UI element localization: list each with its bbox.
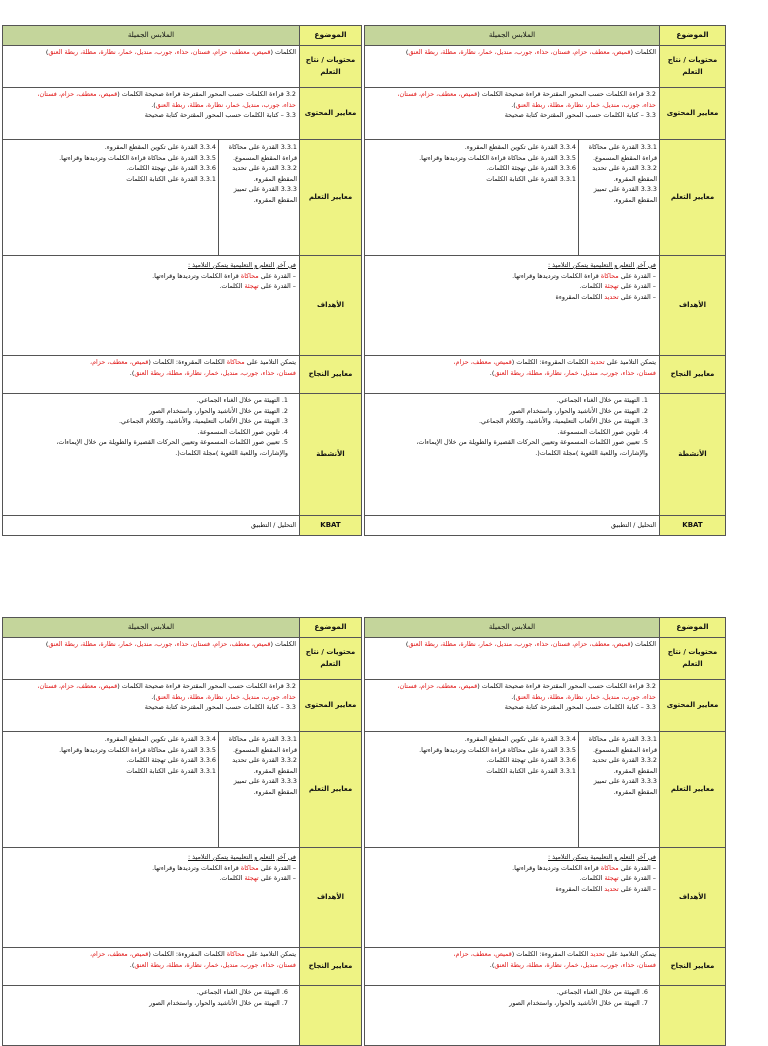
topic-label: الموضوع bbox=[300, 618, 362, 638]
succ-red-verb: تحديد bbox=[590, 950, 605, 958]
goal3-pre: – القدرة على bbox=[620, 884, 656, 893]
success-cell bbox=[365, 948, 660, 986]
lr-right-4: المقطع المقروء. bbox=[613, 174, 657, 183]
act5-num: 5. bbox=[641, 438, 648, 447]
topic-label: الموضوع bbox=[660, 26, 726, 46]
lr-right-4: المقطع المقروء. bbox=[253, 766, 297, 775]
success-cell bbox=[365, 356, 660, 394]
succ-red2: فستان، حذاء، جورب، منديل، خمار، نظارة، مظلة، ربطة العنق bbox=[494, 960, 656, 969]
learning-right-col bbox=[219, 732, 300, 847]
learning-cell bbox=[3, 140, 300, 256]
lr-left-3: 3.3.6 القدرة على تهجئة الكلمات. bbox=[486, 756, 576, 765]
topic-title: الملابس الجميلة bbox=[365, 618, 660, 638]
lr-left-4: 3.3.1 القدرة على الكتابة الكلمات bbox=[126, 766, 216, 775]
learning-left-col bbox=[365, 732, 579, 847]
lr-right-1: 3.3.1 القدرة على محاكاة bbox=[228, 143, 297, 151]
std-line1-red: قميص، معطف، حزام، فستان، bbox=[37, 682, 118, 690]
content-text: الكلمات ( bbox=[630, 48, 656, 56]
goal1-post: قراءة الكلمات وترديدها وقراءتها. bbox=[512, 863, 599, 872]
goal3-post: الكلمات المقروءة bbox=[555, 884, 603, 893]
std-line1: 3.2 قراءة الكلمات حسب المحور المقترحة قراءة صحيحة الكلمات ( bbox=[477, 682, 656, 690]
lr-right-6: المقطع المقروء. bbox=[613, 195, 657, 204]
lr-left-3: 3.3.6 القدرة على تهجئة الكلمات. bbox=[126, 164, 216, 173]
act3-num: 3. bbox=[641, 417, 648, 426]
learning-cell bbox=[365, 732, 660, 848]
lr-right-1: 3.3.1 القدرة على محاكاة bbox=[228, 735, 297, 743]
lr-right-1: 3.3.1 القدرة على محاكاة bbox=[588, 143, 657, 151]
content-words: قميص، معطف، حزام، فستان، حذاء، جورب، منديل، خمار، نظارة، مظلة، ربطة العنق bbox=[408, 48, 631, 56]
goals-intro: في آخر التعلم و التعليمية يتمكن التلاميذ : bbox=[188, 853, 296, 861]
act2-num: 2. bbox=[641, 406, 648, 415]
activities-label bbox=[300, 986, 362, 1046]
standard-cell bbox=[3, 680, 300, 732]
succ-red-verb: تحديد bbox=[590, 358, 605, 366]
lr-left-1: 3.3.4 القدرة على تكوين المقطع المقروء. bbox=[104, 735, 216, 743]
succ-red1: قميص، معطف، حزام، bbox=[90, 358, 149, 366]
act7-text: التهيئة من خلال الأناشيد والحوار، واستخدام الصور bbox=[149, 998, 280, 1007]
act1-text: التهيئة من خلال الغناء الجماعي. bbox=[556, 396, 640, 404]
act6-num: 6. bbox=[641, 988, 648, 996]
learning-label: معايير التعلم bbox=[300, 140, 362, 256]
succ-red1: قميص، معطف، حزام، bbox=[453, 358, 512, 366]
goal1-pre: – القدرة على bbox=[620, 271, 656, 280]
lr-right-2: قراءة المقطع المسموع. bbox=[232, 745, 297, 754]
lr-right-2: قراءة المقطع المسموع. bbox=[232, 153, 297, 162]
standard-label: معايير المحتوى bbox=[660, 680, 726, 732]
std-line2-red: حذاء، جورب، منديل، خمار، نظارة، مظلة، ربطة العنق bbox=[515, 100, 656, 109]
content-label: محتويات / نتاج التعلم bbox=[660, 638, 726, 680]
act3-text: التهيئة من خلال الألعاب التعليمية، والأناشيد، والكلام الجماعي. bbox=[479, 417, 640, 426]
act2-text: التهيئة من خلال الأناشيد والحوار، واستخدام الصور bbox=[509, 406, 640, 415]
learning-right-col bbox=[579, 140, 660, 255]
learning-left-col bbox=[3, 140, 219, 255]
std-line1-red: قميص، معطف، حزام، فستان، bbox=[37, 90, 118, 98]
lr-right-3: 3.3.2 القدرة على تحديد bbox=[232, 164, 297, 173]
succ-red2: فستان، حذاء، جورب، منديل، خمار، نظارة، مظلة، ربطة العنق bbox=[134, 368, 296, 377]
lr-left-2: 3.3.5 القدرة على محاكاة قراءة الكلمات وترديدها وقراءتها. bbox=[419, 745, 576, 754]
kbat-label: KBAT bbox=[660, 516, 726, 536]
standard-cell bbox=[3, 88, 300, 140]
goal2-post: الكلمات. bbox=[219, 874, 243, 883]
std-line1: 3.2 قراءة الكلمات حسب المحور المقترحة قراءة صحيحة الكلمات ( bbox=[477, 90, 656, 98]
std-line1-red: قميص، معطف، حزام، فستان، bbox=[397, 682, 478, 690]
success-cell bbox=[3, 356, 300, 394]
succ-close: ). bbox=[489, 960, 495, 969]
goal1-red: محاكاة bbox=[240, 271, 259, 280]
goals-intro: في آخر التعلم و التعليمية يتمكن التلاميذ : bbox=[548, 261, 656, 269]
standard-label: معايير المحتوى bbox=[300, 680, 362, 732]
content-close: ) bbox=[405, 640, 409, 648]
goals-cell bbox=[365, 848, 660, 948]
lesson-table-bottom-right bbox=[364, 617, 726, 1046]
learning-cell bbox=[365, 140, 660, 256]
goal2-pre: – القدرة على bbox=[620, 282, 656, 291]
goal1-pre: – القدرة على bbox=[620, 863, 656, 872]
goal2-pre: – القدرة على bbox=[260, 874, 296, 883]
act5-text: تعيين صور الكلمات المسموعة وتعيين الحركات القصيرة والطويلة من خلال الإيماءات، bbox=[416, 438, 640, 447]
std-line2-red: حذاء، جورب، منديل، خمار، نظارة، مظلة، ربطة العنق bbox=[155, 100, 296, 109]
std-line3: 3.3 – كتابة الكلمات حسب المحور المقترحة كتابة صحيحة bbox=[504, 703, 656, 712]
goal2-pre: – القدرة على bbox=[620, 874, 656, 883]
lr-right-5: 3.3.3 القدرة على تمييز bbox=[593, 777, 657, 786]
standard-cell bbox=[365, 88, 660, 140]
learning-right-col bbox=[579, 732, 660, 847]
goal3-red: تحديد bbox=[604, 884, 619, 893]
succ-red1: قميص، معطف، حزام، bbox=[90, 950, 149, 958]
lr-left-2: 3.3.5 القدرة على محاكاة قراءة الكلمات وترديدها وقراءتها. bbox=[59, 153, 216, 162]
goal2-post: الكلمات. bbox=[579, 282, 603, 291]
success-cell bbox=[3, 948, 300, 986]
succ-close: ). bbox=[129, 960, 135, 969]
goal2-post: الكلمات. bbox=[219, 282, 243, 291]
succ-post: الكلمات المقروءة: الكلمات ( bbox=[511, 358, 589, 366]
success-label: معايير النجاح bbox=[300, 356, 362, 394]
succ-red-verb: محاكاة bbox=[226, 950, 245, 958]
succ-pre: يتمكن التلاميذ على bbox=[246, 950, 296, 958]
goals-intro: في آخر التعلم و التعليمية يتمكن التلاميذ : bbox=[188, 261, 296, 269]
lesson-table-top-left bbox=[2, 25, 362, 536]
goal1-red: محاكاة bbox=[240, 863, 259, 872]
succ-red2: فستان، حذاء، جورب، منديل، خمار، نظارة، مظلة، ربطة العنق bbox=[494, 368, 656, 377]
content-close: ) bbox=[45, 640, 49, 648]
goals-cell bbox=[3, 848, 300, 948]
topic-label: الموضوع bbox=[660, 618, 726, 638]
content-text: الكلمات ( bbox=[630, 640, 656, 648]
lr-left-4: 3.3.1 القدرة على الكتابة الكلمات bbox=[486, 174, 576, 183]
act1-num: 1. bbox=[641, 396, 648, 404]
goal3-post: الكلمات المقروءة bbox=[555, 292, 603, 301]
std-line3: 3.3 – كتابة الكلمات حسب المحور المقترحة كتابة صحيحة bbox=[144, 703, 296, 712]
goal3-red: تحديد bbox=[604, 292, 619, 301]
goals-cell bbox=[365, 256, 660, 356]
learning-label: معايير التعلم bbox=[660, 140, 726, 256]
lr-right-3: 3.3.2 القدرة على تحديد bbox=[592, 756, 657, 765]
goals-intro: في آخر التعلم و التعليمية يتمكن التلاميذ : bbox=[548, 853, 656, 861]
activities-label: الأنشطة bbox=[300, 394, 362, 516]
act3-num: 3. bbox=[281, 417, 288, 426]
activities-label bbox=[660, 986, 726, 1046]
standard-label: معايير المحتوى bbox=[660, 88, 726, 140]
activities-label: الأنشطة bbox=[660, 394, 726, 516]
topic-title: الملابس الجميلة bbox=[365, 26, 660, 46]
act2-num: 2. bbox=[281, 406, 288, 415]
topic-title: الملابس الجميلة bbox=[3, 618, 300, 638]
std-line2-close: ). bbox=[151, 692, 156, 701]
learning-left-col bbox=[365, 140, 579, 255]
std-line3: 3.3 – كتابة الكلمات حسب المحور المقترحة كتابة صحيحة bbox=[144, 111, 296, 120]
learning-label: معايير التعلم bbox=[660, 732, 726, 848]
std-line2-close: ). bbox=[511, 692, 516, 701]
standard-label: معايير المحتوى bbox=[300, 88, 362, 140]
content-text: الكلمات ( bbox=[270, 640, 296, 648]
lr-left-2: 3.3.5 القدرة على محاكاة قراءة الكلمات وترديدها وقراءتها. bbox=[59, 745, 216, 754]
act4-text: تلوين صور الكلمات المسموعة. bbox=[557, 427, 640, 436]
content-text: الكلمات ( bbox=[270, 48, 296, 56]
goal1-red: محاكاة bbox=[600, 863, 619, 872]
goal1-post: قراءة الكلمات وترديدها وقراءتها. bbox=[152, 271, 239, 280]
kbat-value: التحليل / التطبيق bbox=[3, 516, 300, 536]
goals-label: الأهداف bbox=[300, 256, 362, 356]
activities-cell bbox=[365, 986, 660, 1046]
goals-cell bbox=[3, 256, 300, 356]
act4-num: 4. bbox=[641, 427, 648, 436]
goal1-pre: – القدرة على bbox=[260, 863, 296, 872]
lr-right-3: 3.3.2 القدرة على تحديد bbox=[232, 756, 297, 765]
goals-label: الأهداف bbox=[660, 256, 726, 356]
goal1-red: محاكاة bbox=[600, 271, 619, 280]
act7-num: 7. bbox=[281, 998, 288, 1007]
lr-right-2: قراءة المقطع المسموع. bbox=[592, 745, 657, 754]
lr-left-1: 3.3.4 القدرة على تكوين المقطع المقروء. bbox=[104, 143, 216, 151]
goal3-pre: – القدرة على bbox=[620, 292, 656, 301]
succ-close: ). bbox=[489, 368, 495, 377]
act3-text: التهيئة من خلال الألعاب التعليمية، والأناشيد، والكلام الجماعي. bbox=[119, 417, 280, 426]
learning-left-col bbox=[3, 732, 219, 847]
std-line3: 3.3 – كتابة الكلمات حسب المحور المقترحة كتابة صحيحة bbox=[504, 111, 656, 120]
act5-cont: والإشارات، واللعبة اللغوية )مجلة الكلمات(. bbox=[535, 448, 648, 457]
act6-text: التهيئة من خلال الغناء الجماعي. bbox=[196, 988, 280, 996]
lr-right-5: 3.3.3 القدرة على تمييز bbox=[233, 777, 297, 786]
goal2-red: تهجئة bbox=[604, 874, 619, 883]
lr-right-5: 3.3.3 القدرة على تمييز bbox=[233, 185, 297, 194]
learning-label: معايير التعلم bbox=[300, 732, 362, 848]
success-label: معايير النجاح bbox=[660, 356, 726, 394]
succ-pre: يتمكن التلاميذ على bbox=[246, 358, 296, 366]
lr-left-1: 3.3.4 القدرة على تكوين المقطع المقروء. bbox=[464, 735, 576, 743]
act5-cont: والإشارات، واللعبة اللغوية )مجلة الكلمات(. bbox=[175, 448, 288, 457]
topic-label: الموضوع bbox=[300, 26, 362, 46]
succ-post: الكلمات المقروءة: الكلمات ( bbox=[148, 358, 225, 366]
learning-right-col bbox=[219, 140, 300, 255]
content-words: قميص، معطف، حزام، فستان، حذاء، جورب، منديل، خمار، نظارة، مظلة، ربطة العنق bbox=[48, 640, 271, 648]
activities-cell bbox=[365, 394, 660, 516]
content-label: محتويات / نتاج التعلم bbox=[300, 46, 362, 88]
succ-pre: يتمكن التلاميذ على bbox=[606, 358, 656, 366]
goal2-red: تهجئة bbox=[244, 874, 259, 883]
standard-cell bbox=[365, 680, 660, 732]
succ-post: الكلمات المقروءة: الكلمات ( bbox=[148, 950, 225, 958]
succ-red-verb: محاكاة bbox=[226, 358, 245, 366]
goals-label: الأهداف bbox=[300, 848, 362, 948]
std-line2-red: حذاء، جورب، منديل، خمار، نظارة، مظلة، ربطة العنق bbox=[155, 692, 296, 701]
goal1-post: قراءة الكلمات وترديدها وقراءتها. bbox=[152, 863, 239, 872]
kbat-value: التحليل / التطبيق bbox=[365, 516, 660, 536]
lesson-table-bottom-left bbox=[2, 617, 362, 1046]
succ-red2: فستان، حذاء، جورب، منديل، خمار، نظارة، مظلة، ربطة العنق bbox=[134, 960, 296, 969]
lr-left-3: 3.3.6 القدرة على تهجئة الكلمات. bbox=[486, 164, 576, 173]
act2-text: التهيئة من خلال الأناشيد والحوار، واستخدام الصور bbox=[149, 406, 280, 415]
content-label: محتويات / نتاج التعلم bbox=[300, 638, 362, 680]
act7-text: التهيئة من خلال الأناشيد والحوار، واستخدام الصور bbox=[509, 998, 640, 1007]
goal1-pre: – القدرة على bbox=[260, 271, 296, 280]
content-cell bbox=[3, 46, 300, 88]
lr-right-4: المقطع المقروء. bbox=[253, 174, 297, 183]
lr-left-2: 3.3.5 القدرة على محاكاة قراءة الكلمات وترديدها وقراءتها. bbox=[419, 153, 576, 162]
std-line1: 3.2 قراءة الكلمات حسب المحور المقترحة قراءة صحيحة الكلمات ( bbox=[117, 682, 296, 690]
std-line1-red: قميص، معطف، حزام، فستان، bbox=[397, 90, 478, 98]
succ-pre: يتمكن التلاميذ على bbox=[606, 950, 656, 958]
kbat-label: KBAT bbox=[300, 516, 362, 536]
act1-num: 1. bbox=[281, 396, 288, 404]
lr-left-4: 3.3.1 القدرة على الكتابة الكلمات bbox=[126, 174, 216, 183]
lr-right-6: المقطع المقروء. bbox=[253, 195, 297, 204]
lr-left-4: 3.3.1 القدرة على الكتابة الكلمات bbox=[486, 766, 576, 775]
act7-num: 7. bbox=[641, 998, 648, 1007]
std-line2-red: حذاء، جورب، منديل، خمار، نظارة، مظلة، ربطة العنق bbox=[515, 692, 656, 701]
goal2-red: تهجئة bbox=[604, 282, 619, 291]
succ-red1: قميص، معطف، حزام، bbox=[453, 950, 512, 958]
std-line2-close: ). bbox=[511, 100, 516, 109]
act6-num: 6. bbox=[281, 988, 288, 996]
act5-text: تعيين صور الكلمات المسموعة وتعيين الحركات القصيرة والطويلة من خلال الإيماءات، bbox=[56, 438, 280, 447]
act1-text: التهيئة من خلال الغناء الجماعي. bbox=[196, 396, 280, 404]
lr-right-6: المقطع المقروء. bbox=[613, 787, 657, 796]
lr-right-2: قراءة المقطع المسموع. bbox=[592, 153, 657, 162]
lr-right-3: 3.3.2 القدرة على تحديد bbox=[592, 164, 657, 173]
content-label: محتويات / نتاج التعلم bbox=[660, 46, 726, 88]
content-cell bbox=[3, 638, 300, 680]
succ-post: الكلمات المقروءة: الكلمات ( bbox=[511, 950, 589, 958]
lr-right-4: المقطع المقروء. bbox=[613, 766, 657, 775]
std-line2-close: ). bbox=[151, 100, 156, 109]
content-words: قميص، معطف، حزام، فستان، حذاء، جورب، منديل، خمار، نظارة، مظلة، ربطة العنق bbox=[408, 640, 631, 648]
success-label: معايير النجاح bbox=[300, 948, 362, 986]
activities-cell bbox=[3, 986, 300, 1046]
goal2-pre: – القدرة على bbox=[260, 282, 296, 291]
act4-text: تلوين صور الكلمات المسموعة. bbox=[197, 427, 280, 436]
activities-cell bbox=[3, 394, 300, 516]
goal2-post: الكلمات. bbox=[579, 874, 603, 883]
topic-title: الملابس الجميلة bbox=[3, 26, 300, 46]
goal2-red: تهجئة bbox=[244, 282, 259, 291]
learning-cell bbox=[3, 732, 300, 848]
content-cell bbox=[365, 46, 660, 88]
act6-text: التهيئة من خلال الغناء الجماعي. bbox=[556, 988, 640, 996]
std-line1: 3.2 قراءة الكلمات حسب المحور المقترحة قراءة صحيحة الكلمات ( bbox=[117, 90, 296, 98]
content-words: قميص، معطف، حزام، فستان، حذاء، جورب، منديل، خمار، نظارة، مظلة، ربطة العنق bbox=[48, 48, 271, 56]
succ-close: ). bbox=[129, 368, 135, 377]
content-close: ) bbox=[405, 48, 409, 56]
lr-right-6: المقطع المقروء. bbox=[253, 787, 297, 796]
lr-right-5: 3.3.3 القدرة على تمييز bbox=[593, 185, 657, 194]
lr-right-1: 3.3.1 القدرة على محاكاة bbox=[588, 735, 657, 743]
goals-label: الأهداف bbox=[660, 848, 726, 948]
lesson-table-top-right bbox=[364, 25, 726, 536]
content-cell bbox=[365, 638, 660, 680]
content-close: ) bbox=[45, 48, 49, 56]
success-label: معايير النجاح bbox=[660, 948, 726, 986]
goal1-post: قراءة الكلمات وترديدها وقراءتها. bbox=[512, 271, 599, 280]
lr-left-1: 3.3.4 القدرة على تكوين المقطع المقروء. bbox=[464, 143, 576, 151]
lr-left-3: 3.3.6 القدرة على تهجئة الكلمات. bbox=[126, 756, 216, 765]
act5-num: 5. bbox=[281, 438, 288, 447]
act4-num: 4. bbox=[281, 427, 288, 436]
